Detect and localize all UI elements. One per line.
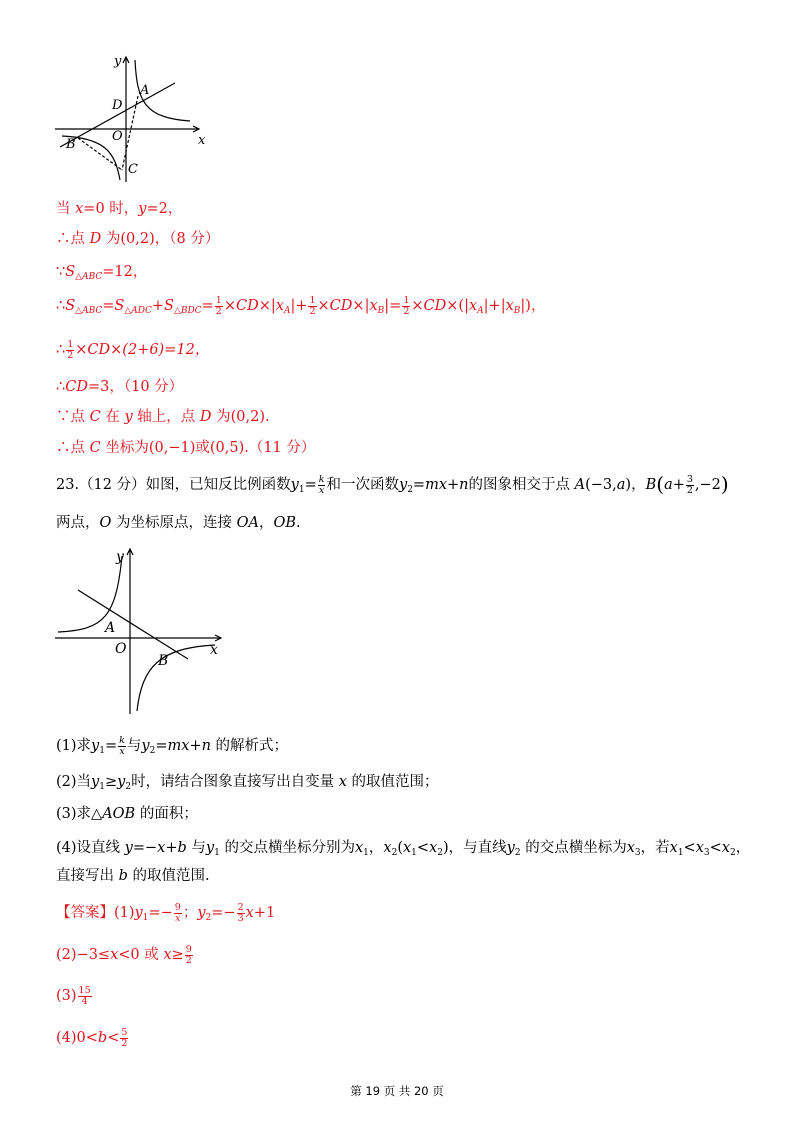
fig1-label-y: y — [114, 54, 122, 69]
solution-line-3: $\because S_{\triangle ABC}=12$， — [56, 264, 148, 282]
fig2-label-x: x — [210, 642, 218, 658]
fig2-label-a: A — [105, 620, 116, 636]
part-2: (2)当$y_1\ge y_2$时，请结合图象直接写出自变量 x 的取值范围； — [56, 774, 439, 792]
fig2-hyperbola-q4 — [137, 645, 215, 711]
figure-2-graph — [50, 546, 230, 718]
solution-line-2: ∴点 D 为(0,2)，（8 分） — [56, 231, 220, 247]
solution-line-7: ∵点 C 在 y 轴上，点 D 为(0,2). — [56, 409, 270, 425]
fig2-label-b: B — [158, 653, 169, 669]
figure-1-graph — [50, 52, 215, 187]
solution-line-1: 当 x=0 时，y=2， — [56, 201, 183, 217]
answer-4: (4)0<b< $\frac{5}{2}$ — [56, 1026, 128, 1049]
solution-line-6: ∴CD=3，（10 分） — [56, 379, 184, 395]
fig2-label-o: O — [115, 641, 127, 657]
answer-3: (3) $\frac{15}{4}$ — [56, 984, 91, 1007]
solution-line-5: ∴ $\frac{1}{2}$ ×CD×(2+6)=12， — [56, 338, 210, 361]
part-3: (3)求△AOB 的面积； — [56, 806, 198, 822]
answer-2: (2)−3≤x<0 或 x≥ $\frac{9}{2}$ — [56, 943, 192, 966]
part-1: (1)求$y_1=$ $\frac{k}{x}$ 与$y_2=mx+n$ 的解析式； — [56, 734, 289, 757]
fig2-label-y: y — [116, 549, 124, 565]
part-4: (4)设直线 y=−x+b 与$y_1$ 的交点横坐标分别为$x_1$，$x_2(x_1<x_2)$，与直线$y_2$ 的交点横坐标为$x_3$，若$x_1<x_3<x_2$， — [56, 840, 751, 858]
part-4-continued: 直接写出 b 的取值范围. — [56, 868, 210, 884]
question-23-line-1: 23.（12 分）如图，已知反比例函数$y_1=$ $\frac{k}{x}$ 和一次函数$y_2=mx+n$的图象相交于点 A(−3,a)，B(a+ $\frac{3}{2}$ ,−2) — [56, 472, 729, 496]
fig1-label-c: C — [128, 162, 138, 177]
fig1-label-o: O — [112, 129, 123, 144]
fig1-label-d: D — [112, 98, 123, 113]
fig1-dash-ac — [122, 96, 138, 170]
answer-1: 【答案】$(1)y_1=-$ $\frac{9}{x}$ ；$y_2=-$ $\frac{2}{3}$ x+1 — [56, 901, 276, 924]
fig1-label-b: B — [66, 137, 76, 152]
solution-line-4: $\therefore S_{\triangle ABC}=S_{\triangle ADC}+S_{\triangle BDC}=$ $\frac{1}{2}$ $\times CD\times|x_A|+$ $\frac{1}{2}$ $\times CD\times|x_B|=$ $\frac{1}{2}$ $\times CD\times(|x_A|+|x_B|)$， — [56, 294, 546, 317]
page-footer: 第 19 页 共 20 页 — [350, 1084, 444, 1098]
question-23-line-2: 两点，O 为坐标原点，连接 OA，OB. — [56, 515, 301, 531]
fig1-label-x: x — [198, 133, 206, 148]
solution-line-8: ∴点 C 坐标为(0,−1)或(0,5).（11 分） — [56, 440, 316, 456]
fig1-label-a: A — [140, 83, 150, 98]
